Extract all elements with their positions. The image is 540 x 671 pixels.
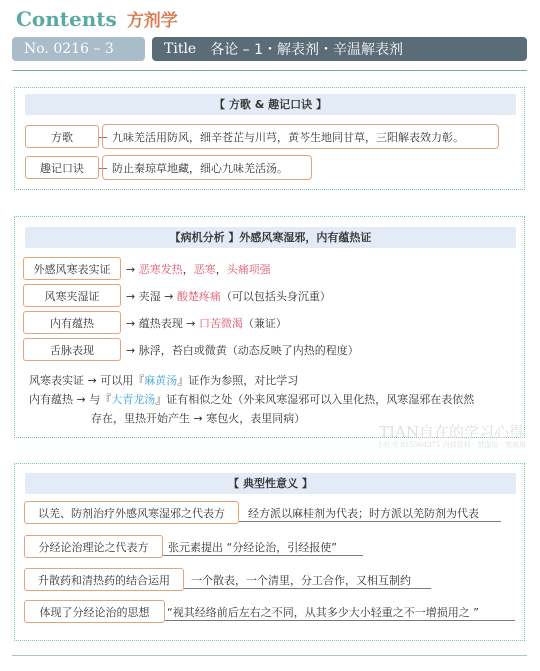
note-daqinglong: 内有蕴热 → 与『大青龙汤』证有相似之处（外来风寒湿邪可以入里化热，风寒湿邪在表依然 [29, 393, 475, 406]
pathogenesis-desc: → 夹湿 → 酸楚疼痛（可以包括头身沉重） [126, 290, 331, 303]
note-mahuang: 风寒表实证 → 可以用『麻黄汤』证作为参照，对比学习 [29, 374, 299, 387]
significance-text: 一个散表，一个清里，分工合作，又相互制约 [191, 574, 411, 587]
mnemonic-label: 趣记口诀 [25, 156, 99, 179]
footer-divider [12, 655, 527, 656]
page-header [16, 6, 178, 36]
section-significance [14, 463, 525, 641]
significance-label: 升散药和清热药的结合运用 [24, 568, 184, 591]
pathogenesis-label: 风寒夹湿证 [23, 284, 121, 307]
pathogenesis-label: 内有蕴热 [23, 311, 121, 334]
pathogenesis-desc: → 蕴热表现 → 口苦微渴（兼证） [126, 317, 287, 330]
header-divider [12, 70, 527, 71]
section-title: 【病机分析 】外感风寒湿邪，内有蕴热证 [25, 227, 516, 248]
pathogenesis-desc: → 恶寒发热，恶寒，头痛项强 [126, 263, 271, 276]
significance-label: 以羌、防剂治疗外感风寒湿邪之代表方 [24, 501, 239, 524]
pathogenesis-label: 舌脉表现 [23, 338, 121, 361]
section-formula-song [14, 87, 525, 190]
significance-text: 经方派以麻桂剂为代表；时方派以羌防剂为代表 [248, 507, 479, 520]
title-bar [152, 37, 527, 61]
title-label: Title [164, 41, 197, 57]
significance-label: 分经论治理论之代表方 [24, 535, 163, 558]
note-daqinglong-cont: 存在，里热开始产生 → 寒包火，表里同病） [91, 412, 306, 425]
section-pathogenesis [14, 216, 525, 438]
significance-label: 体现了分经论治的思想 [24, 600, 165, 623]
watermark: TIAN自在的学习心得 [379, 423, 524, 441]
pathogenesis-desc: → 脉浮，苔白或微黄（动态反映了内热的程度） [126, 344, 359, 357]
section-title: 【 方歌 & 趣记口诀 】 [25, 94, 516, 115]
header-title-cn: 方剂学 [126, 11, 178, 31]
formula-song-text: 九味羌活用防风，细辛苍芷与川芎，黄芩生地同甘草，三阳解表效力彰。 [102, 124, 499, 149]
formula-song-label: 方歌 [25, 125, 99, 148]
significance-text: “视其经络前后左右之不同，从其多少大小轻重之不一增损用之 ” [167, 606, 479, 619]
section-title: 【 典型性意义 】 [25, 473, 516, 494]
header-title-en: Contents [16, 7, 117, 31]
title-text: 各论 – 1・解表剂・辛温解表剂 [210, 42, 404, 58]
pathogenesis-label: 外感风寒表实证 [23, 257, 121, 280]
watermark-sub: 小红书 815564375 内部资料 · 禁盗用 · 禁商用 [377, 441, 526, 449]
significance-text: 张元素提出 “分经论治，引经报使” [168, 541, 337, 554]
document-number: No. 0216 – 3 [24, 41, 114, 57]
mnemonic-text: 防止秦琼草地藏，细心九味羌活汤。 [102, 155, 312, 180]
document-number-bar [12, 37, 145, 61]
